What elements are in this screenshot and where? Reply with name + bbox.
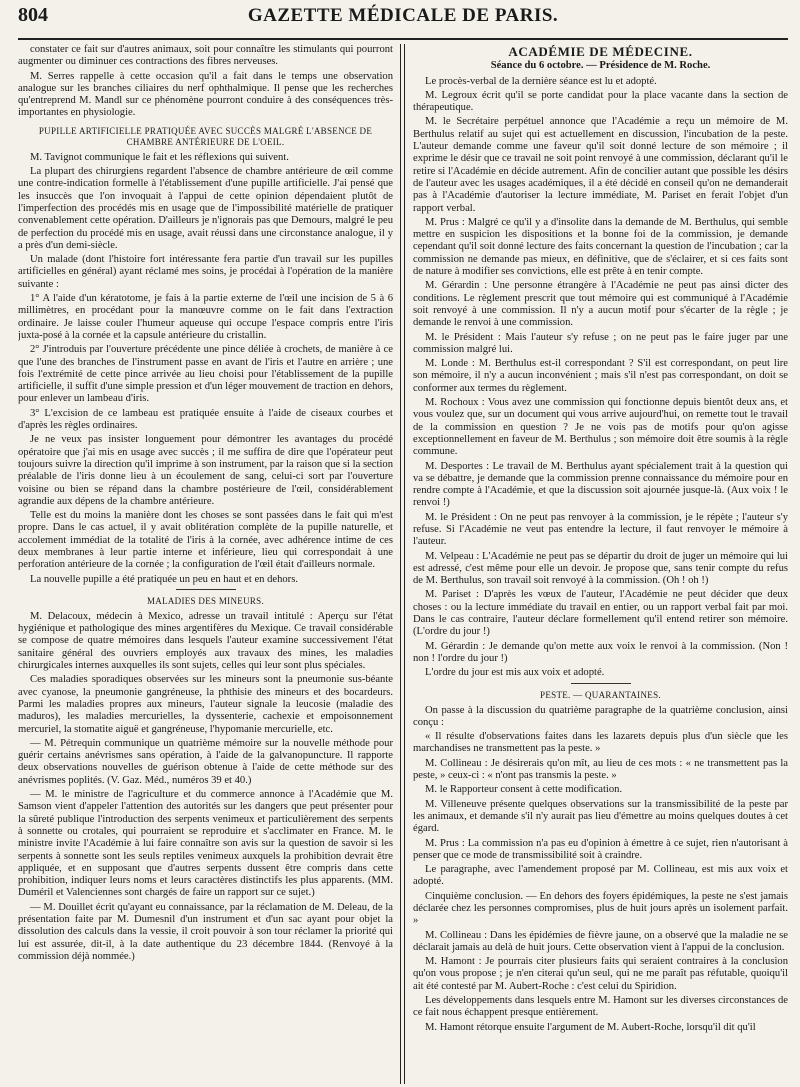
intro-paragraph: constater ce fait sur d'autres animaux, soit pour connaître les stimulants qui pourront augmenter ou diminuer ces contractions des fibres nerveuses. (18, 44, 393, 68)
right-column (405, 44, 788, 1084)
section-title-peste: PESTE. — QUARANTAINES. (540, 689, 661, 700)
left-column (18, 44, 400, 1084)
peste-paragraph: M. Collineau : Dans les épidémies de fièvre jaune, on a observé que la maladie ne se déclarait jamais au delà de huit jours. Cette observation vient à l'appui de la conclusion. (413, 929, 788, 953)
pupille-paragraph: Telle est du moins la manière dont les choses se sont passées dans le fait qui m'est propre. Dans le cas actuel, il y avait oblitération complète de la pupille naturelle, et accolement immédiat de la totalité de l'iris à la cornée, avec adhérence intime de ces deux membranes à leur partie interne et inférieure, lieu qui correspondait à une perforation antérieure de la cornée ; la configuration de l'œil était d'ailleurs normale. (18, 510, 393, 571)
journal-title: GAZETTE MÉDICALE DE PARIS. (247, 5, 559, 26)
seance-paragraph: M. Gérardin : Une personne étrangère à l'Académie ne peut pas ainsi dicter des conditions. Le règlement prescrit que tout mémoire qui est communiqué à l'Académie soit renvoyé à une commission. Il n'y a aucun motif pour s'écarter de la règle ; je demande le renvoi à une commission. (413, 280, 788, 329)
peste-paragraph: M. Collineau : Je désirerais qu'on mît, au lieu de ces mots : « ne transmettent pas la peste, » ceux-ci : « n'ont pas transmis la peste. » (413, 757, 788, 782)
header-rule (18, 38, 788, 40)
pupille-paragraph: M. Tavignot communique le fait et les réflexions qui suivent. (30, 151, 289, 163)
pupille-paragraph: Je ne veux pas insister longuement pour démontrer les avantages du procédé opératoire que j'ai mis en usage avec succès ; il me suffira de dire que l'opérateur peut toujours suivre la direction qu'il imprime à son instrument, par la raison que si la section préalable de l'iris donne lieu à un écoulement de sang, celui-ci sort par l'ouverture voisine ou bien se répand dans la chambre postérieure de l'œil, considérablement agrandie aux dépens de la chambre antérieure. (18, 434, 393, 507)
pupille-paragraph: La nouvelle pupille a été pratiquée un peu en haut et en dehors. (30, 573, 298, 585)
pupille-paragraph: 1° A l'aide d'un kératotome, je fais à la partie externe de l'œil une incision de 5 à 6 millimètres, en procédant pour la manœuvre comme on le fait dans l'extraction ordinaire. Je laisse couler l'humeur aqueuse qui occupe l'espace compris entre l'iris juxta-posé à la cornée et la capsule antérieure du cristallin. (18, 293, 393, 341)
seance-paragraph: M. le Président : On ne peut pas renvoyer à la commission, je le répète ; l'auteur s'y refuse. Si l'Académie ne veut pas entendre la lecture, il faut renvoyer le mémoire à l'auteur. (413, 511, 788, 548)
seance-paragraph: M. Gérardin : Je demande qu'on mette aux voix le renvoi à la commission. (Non ! non ! l'ordre du jour !) (413, 640, 788, 664)
columns (18, 44, 788, 1084)
peste-paragraph: Les développements dans lesquels entre M. Hamont sur les diverses circonstances de ce fait nous échappent presque entièrement. (413, 995, 788, 1019)
pupille-paragraph: 2° J'introduis par l'ouverture précédente une pince déliée à crochets, de manière à ce que l'une des branches de l'instrument passe en avant de l'iris et l'autre en arrière ; une fois l'extrémité de cette pince arrivée au lieu choisi pour l'établissement de la pupille artificielle, il suffit d'une simple pression et d'un léger mouvement de traction en dehors, pour enlever un lambeau d'iris. (18, 344, 393, 405)
peste-paragraph: M. Hamont : Je pourrais citer plusieurs faits qui seraient contraires à la conclusion qu'on vous propose ; je n'en citerai qu'un seul, qui ne me paraît pas réfutable, quoiqu'il ait été contesté par M. Aubert-Roche : c'est celui du Spiridion. (413, 956, 788, 992)
peste-paragraph: Le paragraphe, avec l'amendement proposé par M. Collineau, est mis aux voix et adopté. (413, 864, 788, 888)
seance-paragraph: L'ordre du jour est mis aux voix et adopté. (425, 667, 605, 679)
mineurs-paragraph: — M. le ministre de l'agriculture et du commerce annonce à l'Académie que M. Samson vient d'appeler l'attention des autorités sur les dangers que peut présenter pour la sûreté publique l'introduction des serpents venimeux et particulièrement des serpents à sonnette ou crotales, qui pourraient se reproduire et s'acclimater en France. M. le ministre invite l'Académie à lui faire connaître son avis sur la question de savoir si les serpents à sonnette sont les seuls reptiles venimeux auxquels la prohibition devrait être appliquée, et en supposant que d'autres serpents dussent être compris dans cette prohibition, indiquer leurs noms et leurs caractères distinctifs les plus apparents. (MM. Duméril et Valenciennes sont chargés de faire un rapport sur ce sujet.) (18, 789, 393, 899)
section-divider (571, 683, 631, 684)
seance-paragraph: M. le Président : Mais l'auteur s'y refuse ; on ne peut pas le faire juger par une commission malgré lui. (413, 331, 788, 355)
section-title-mineurs: MALADIES DES MINEURS. (146, 595, 265, 606)
peste-paragraph: M. Hamont rétorque ensuite l'argument de M. Aubert-Roche, lorsqu'il dit qu'il (425, 1021, 756, 1033)
pupille-paragraph: 3° L'excision de ce lambeau est pratiquée ensuite à l'aide de ciseaux courbes et d'après les règles ordinaires. (18, 407, 393, 432)
peste-paragraph: M. le Rapporteur consent à cette modification. (425, 784, 623, 796)
mineurs-paragraph: Ces maladies sporadiques observées sur les mineurs sont la pneumonie sus-béante avec cyanose, la pneumonie gangréneuse, la phthisie des mineurs et des bocardeurs. Parmi les maladies propres aux mineurs, l'auteur signale la leucosie (maladie des maduros), les maladies mercurielles, la dyssenterie, cachexie et empoisonnement mercuriel, la stomatite aiguë et gangréneuse, l'hypomanie mercurielle, etc. (18, 674, 393, 735)
academie-title: ACADÉMIE DE MÉDECINE. (508, 44, 693, 59)
peste-paragraph: « Il résulte d'observations faites dans les lazarets depuis plus d'un siècle que les marchandises ne transmettent pas la peste. » (413, 731, 788, 755)
seance-paragraph: Le procès-verbal de la dernière séance est lu et adopté. (425, 75, 657, 87)
page-number: 804 (18, 4, 48, 26)
pupille-paragraph: Un malade (dont l'histoire fort intéressante fera partie d'un travail sur les pupilles artificielles en général) ayant réclamé mes soins, je procédai à l'opération de la manière suivante : (18, 254, 393, 290)
mineurs-paragraph: — M. Pétrequin communique un quatrième mémoire sur la nouvelle méthode pour guérir certains anévrismes sans opération, à l'aide de la galvanopuncture. Il rapporte deux observations nouvelles de guérison obtenue à l'aide de cette méthode sur des anévrismes poplités. (V. Gaz. Méd., numéros 39 et 40.) (18, 737, 393, 786)
seance-paragraph: M. Londe : M. Berthulus est-il correspondant ? S'il est correspondant, on peut lire son mémoire, il n'y a aucun inconvénient ; mais s'il n'est pas correspondant, on doit se conformer aux termes du règlement. (413, 358, 788, 394)
pupille-paragraph: La plupart des chirurgiens regardent l'absence de chambre antérieure de œil comme une contre-indication formelle à l'établissement d'une pupille artificielle. J'ai pensé que les insuccès que l'on invoquait à l'appui de cette opinion dépendaient plutôt de l'imperfection des procédés mis en usage que de l'impossibilité matérielle de pratiquer convenablement cette opération. D'ailleurs je n'ignorais pas que Demours, malgré le peu de perfection du procédé mis en usage, avait réussi dans une circonstance analogue, il y a près d'un demi-siècle. (18, 166, 393, 251)
section-divider (176, 589, 236, 590)
page-header (18, 4, 788, 38)
peste-paragraph: M. Prus : La commission n'a pas eu d'opinion à émettre à ce sujet, rien n'autorisant à penser que ce mode de transmissibilité soit à craindre. (413, 837, 788, 861)
peste-paragraph: M. Villeneuve présente quelques observations sur la transmissibilité de la peste par les animaux, et demande s'il n'y aurait pas lieu d'émettre au moins quelques doutes à cet égard. (413, 798, 788, 835)
peste-paragraph: Cinquième conclusion. — En dehors des foyers épidémiques, la peste ne s'est jamais déclarée chez les personnes compromises, plus de huit jours après un isolement parfait. » (413, 890, 788, 927)
seance-title: Séance du 6 octobre. — Présidence de M. Roche. (490, 60, 711, 72)
seance-paragraph: M. le Secrétaire perpétuel annonce que l'Académie a reçu un mémoire de M. Berthulus relatif au sujet qui est actuellement en discussion, l'incubation de la peste. L'auteur demande comme une faveur qu'il soit donné lecture de son mémoire ; il exprime le désir que ce travail ne soit point renvoyé à une commission, déclarant qu'il le retire si l'Académie en décide autrement. Afin de concilier autant que possible les désirs de l'auteur avec les usages académiques, il a été décidé en conseil qu'on ne demanderait pas à l'Académie d'autoriser la lecture immédiate, M. Pariset en ferait l'objet d'un rapport verbal. (413, 116, 788, 214)
intro-paragraph: M. Serres rappelle à cette occasion qu'il a fait dans le temps une observation analogue sur les branches ciliaires du nerf ophthalmique. Il pense que les recherches qu'entreprend M. Mandl sur ce phénomène pourront conduire à des conséquences très-importantes en physiologie. (18, 70, 393, 119)
seance-paragraph: M. Rochoux : Vous avez une commission qui fonctionne depuis bientôt deux ans, et vous voulez que, sur un document qui vous arrive aujourd'hui, on remette tout le travail de la commission en question ? Je ne vois pas de motifs pour qu'on agisse exceptionnellement en faveur de M. Berthulus ; son mémoire doit être soumis à la règle commune. (413, 397, 788, 458)
seance-paragraph: M. Legroux écrit qu'il se porte candidat pour la place vacante dans la section de thérapeutique. (413, 89, 788, 114)
seance-paragraph: M. Desportes : Le travail de M. Berthulus ayant spécialement trait à la question qui va se débattre, je demande que la commission prenne connaissance du mémoire pour en rendre compte à l'Académie, et que la discussion soit ajournée jusque-là. (Aux voix ! le renvoi !) (413, 460, 788, 509)
seance-paragraph: M. Pariset : D'après les vœux de l'auteur, l'Académie ne peut décider que deux choses : ou la lecture immédiate du travail en entier, ou un rapport verbal fait par moi. Dans le cas contraire, l'auteur déclare formellement qu'il entend retirer son mémoire. (L'ordre du jour !) (413, 589, 788, 638)
mineurs-paragraph: — M. Douillet écrit qu'ayant eu connaissance, par la réclamation de M. Deleau, de la présentation faite par M. Dumesnil d'un instrument et d'un sac ayant pour objet la dissolution des calculs dans la vessie, il croit pouvoir à son tour réclamer la priorité qui lui est assurée, dit-il, à la date authentique du 23 décembre 1844. (Renvoyé à la commission déjà nommée.) (18, 901, 393, 962)
seance-paragraph: M. Velpeau : L'Académie ne peut pas se départir du droit de juger un mémoire qui lui est adressé, c'est même pour elle un devoir. Je propose que, sans tenir compte du refus de M. Berthulus, son travail soit renvoyé à la commission. (Oh ! oh !) (413, 550, 788, 587)
peste-paragraph: On passe à la discussion du quatrième paragraphe de la quatrième conclusion, ainsi conçu : (413, 704, 788, 728)
mineurs-paragraph: M. Delacoux, médecin à Mexico, adresse un travail intitulé : Aperçu sur l'état hygiénique et pathologique des mines argentifères du Mexique. Ce travail considérable se compose de quatre mémoires dans lesquels l'auteur examine successivement l'état sanitaire général des ouvriers employés aux travaux des mines, les maladies chirurgicales internes auxquelles ils sont sujets, celles qui leur sont plus spéciales. (18, 610, 393, 672)
section-title-pupille: PUPILLE ARTIFICIELLE PRATIQUÉE AVEC SUCCÈS MALGRÉ L'ABSENCE DE CHAMBRE ANTÉRIEURE DE L'OEIL. (38, 125, 373, 147)
seance-paragraph: M. Prus : Malgré ce qu'il y a d'insolite dans la demande de M. Berthulus, qui semble mettre en suspicion les dispositions et la bonne foi de la commission, je demande cependant qu'il soit donné lecture des faits concernant la question de l'incubation ; car la commission ne demande pas mieux, en définitive, que de s'éclairer, et si ces faits sont de nature à modifier ses convictions, elle est prête à en tenir compte. (413, 216, 788, 278)
